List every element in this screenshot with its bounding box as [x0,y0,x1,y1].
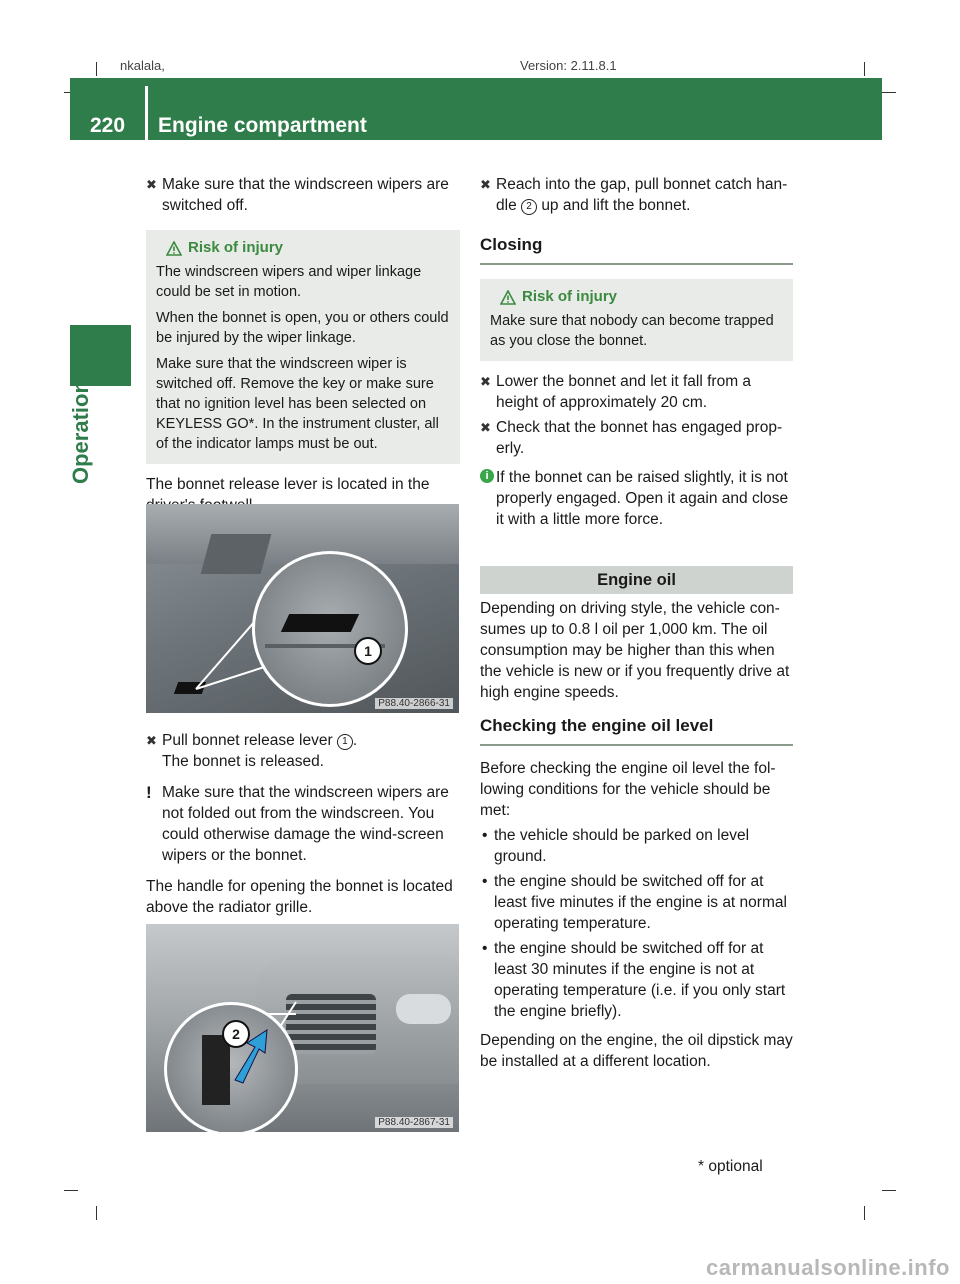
crop-mark [96,62,97,76]
warning-text: When the bonnet is open, you or others could be injured by the wiper linkage. [156,310,449,346]
step-lower-bonnet: ✖ Lower the bonnet and let it fall from a height of approximately 20 cm. [480,373,752,411]
step-arrow-icon: ✖ [480,177,491,192]
warning-box-injury [146,230,460,464]
release-lever-location: The bonnet release lever is located in the [146,476,430,493]
left-column-lower [146,730,460,918]
exclamation-icon: ! [146,783,152,802]
warning-text: Make sure that the windscreen wiper is switched off. Remove the key or make sure that no ignition level has been selected on KEYLESS GO*. In the instrument cluster, all of the indicator lamps must be out. [156,356,439,452]
callout-ref-1: 1 [337,734,353,750]
dipstick-text: Depending on the engine, the oil dipstick may be installed at a different location. [480,1032,793,1070]
header-divider [145,86,148,140]
crop-mark [64,1190,78,1191]
oil-consumption-text: Depending on driving style, the vehicle con-sumes up to 0.8 l oil per 1,000 km. The oil consumption may be higher than this when the vehicle is new or if you frequently drive at high engine speeds. [480,600,790,701]
step-check-engaged: ✖ Check that the bonnet has engaged prop-erly. [480,419,783,457]
magnified-view [252,551,408,707]
footwell-image [146,504,459,713]
warning-triangle-icon [166,241,182,256]
warning-title: Risk of injury [522,288,618,305]
step-reach-gap: ✖ Reach into the gap, pull bonnet catch han-dle 2 up and lift the bonnet. [480,176,788,214]
warning-header [156,238,450,258]
step-arrow-icon: ✖ [480,420,491,435]
right-column [480,174,793,1072]
watermark: carmanualsonline.info [706,1255,950,1280]
list-item: • the vehicle should be parked on level ground. [482,827,750,865]
warning-triangle-icon [500,290,516,305]
footer-optional: * optional [698,1158,763,1175]
step-pull-lever: ✖ Pull bonnet release lever 1 . [146,732,358,749]
left-column [146,174,460,516]
step-arrow-icon: ✖ [146,177,157,192]
crop-mark [864,62,865,76]
car-front-image [146,924,459,1132]
step-arrow-icon: ✖ [146,733,157,748]
meta-left: nkalala, [120,58,165,73]
page-title: Engine compartment [158,114,367,137]
engine-oil-heading: Engine oil [480,566,793,594]
bonnet-released: The bonnet is released. [162,753,324,770]
warning-text: Make sure that nobody can become trapped as you close the bonnet. [490,313,774,349]
closing-heading: Closing [480,234,793,265]
meta-version: Version: 2.11.8.1 [520,58,617,73]
callout-2: 2 [222,1020,250,1048]
handle-location: The handle for opening the bonnet is located above the radiator grille. [146,878,453,916]
image-code: P88.40-2867-31 [375,1117,453,1128]
warning-box-injury [480,279,793,361]
list-item: • the engine should be switched off for at least 30 minutes if the engine is not at operating temperature (i.e. if you only start the engine briefly). [482,940,786,1020]
image-code: P88.40-2866-31 [375,698,453,709]
step-arrow-icon: ✖ [480,374,491,389]
checking-oil-heading: Checking the engine oil level [480,715,793,746]
info-icon: i [480,469,494,483]
catch-handle-shape [202,1035,230,1105]
warning-text: The windscreen wipers and wiper linkage could be set in motion. [156,264,422,300]
callout-1: 1 [354,637,382,665]
warning-title: Risk of injury [188,239,284,256]
step-wipers-off: ✖ Make sure that the windscreen wipers are switched off. [146,176,449,214]
page-number: 220 [90,114,126,137]
crop-mark [882,1190,896,1191]
warning-header [490,287,783,307]
side-tab-label: Operation [68,380,93,484]
crop-mark [864,1206,865,1220]
before-checking-text: Before checking the engine oil level the fol-lowing conditions for the vehicle should be met: [480,760,776,819]
info-note: i If the bonnet can be raised slightly, it is not properly engaged. Open it again and close it with a little more force. [480,467,793,530]
note-wipers: ! Make sure that the windscreen wipers are not folded out from the windscreen. You could otherwise damage the wind-screen wipers or the bonnet. [146,783,449,864]
callout-ref-2: 2 [521,199,537,215]
crop-mark [96,1206,97,1220]
list-item: • the engine should be switched off for at least five minutes if the engine is at normal operating temperature. [482,873,787,932]
lever-closeup [281,614,359,632]
crop-mark [882,92,896,93]
